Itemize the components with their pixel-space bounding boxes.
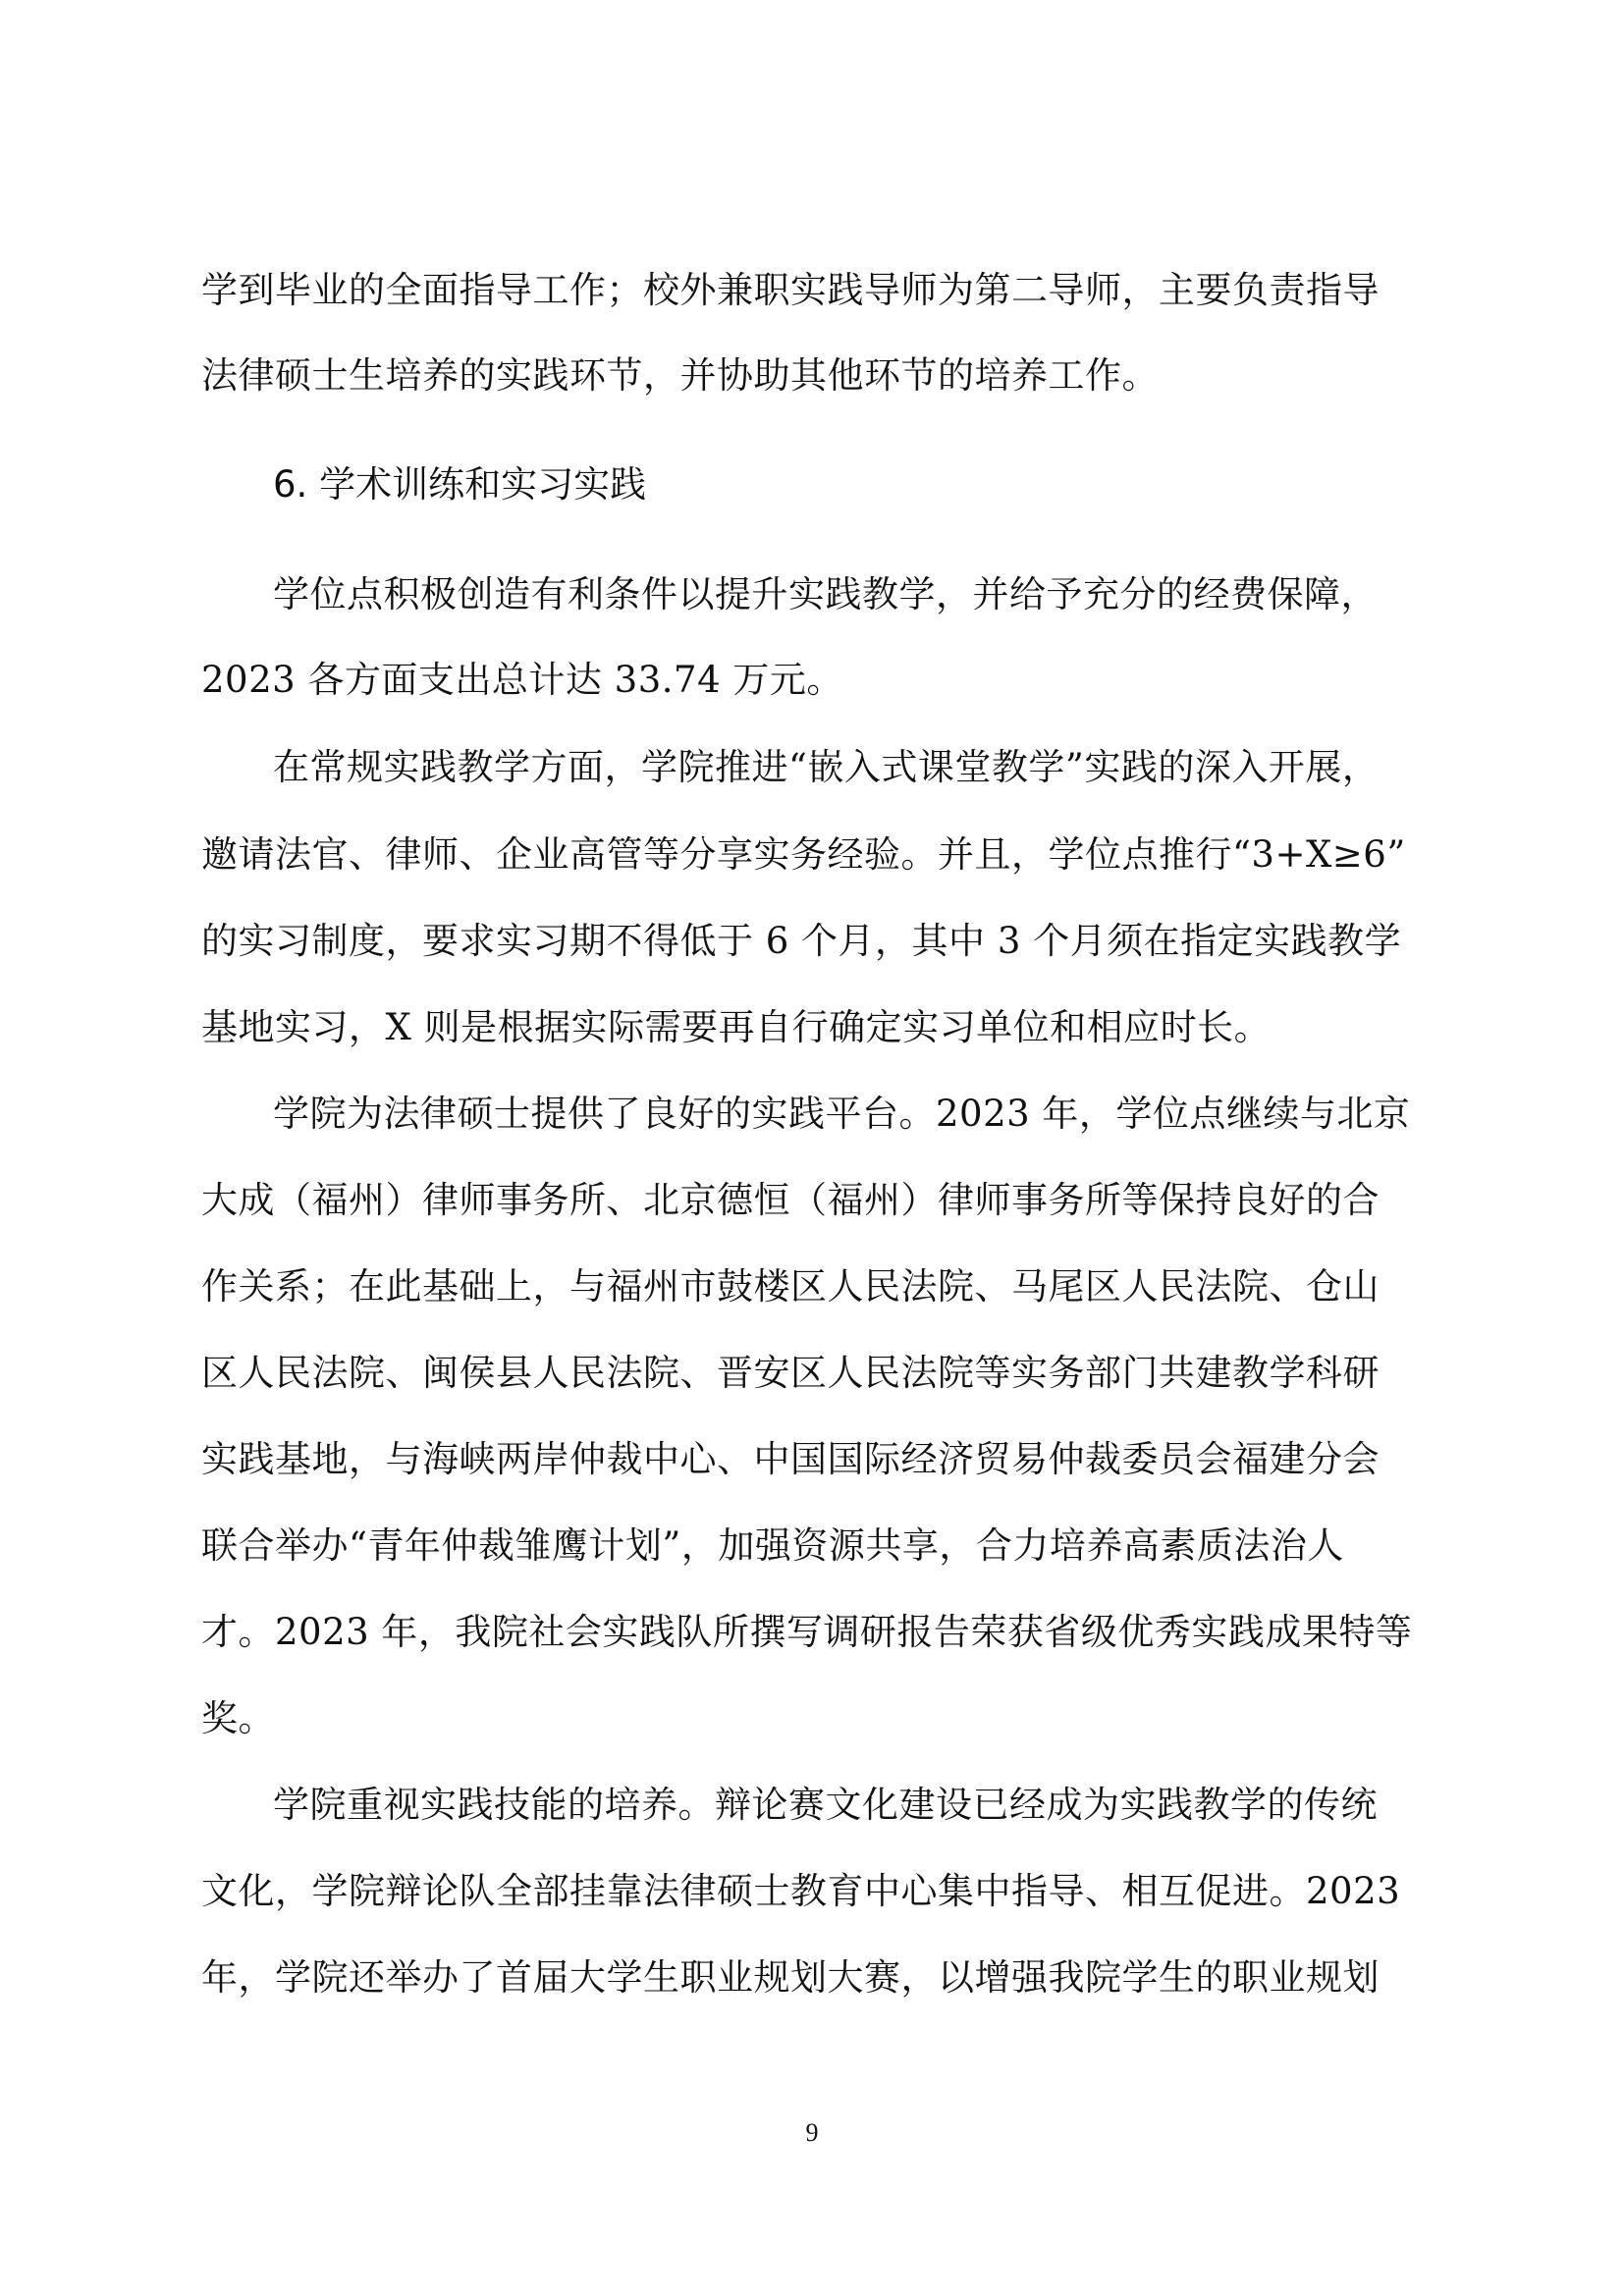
paragraph-line: 法律硕士生培养的实践环节，并协助其他环节的培养工作。 [201,354,1159,397]
paragraph-line: 才。2023 年，我院社会实践队所撰写调研报告荣获省级优秀实践成果特等 [201,1611,1413,1653]
page-number: 9 [805,2118,819,2147]
paragraph-line: 的实习制度，要求实习期不得低于 6 个月，其中 3 个月须在指定实践教学 [201,920,1402,962]
paragraph-line: 联合举办“青年仲裁雏鹰计划”，加强资源共享，合力培养高素质法治人 [201,1524,1344,1567]
paragraph-line: 在常规实践教学方面，学院推进“嵌入式课堂教学”实践的深入开展， [273,746,1380,788]
paragraph-line: 实践基地，与海峡两岸仲裁中心、中国国际经济贸易仲裁委员会福建分会 [201,1438,1380,1480]
paragraph-line: 区人民法院、闽侯县人民法院、晋安区人民法院等实务部门共建教学科研 [201,1352,1380,1394]
paragraph-line: 作关系；在此基础上，与福州市鼓楼区人民法院、马尾区人民法院、仓山 [201,1265,1380,1308]
paragraph-line: 文化，学院辩论队全部挂靠法律硕士教育中心集中指导、相互促进。2023 [201,1870,1401,1912]
paragraph-line: 学院重视实践技能的培养。辩论赛文化建设已经成为实践教学的传统 [273,1784,1378,1826]
section-heading: 6. 学术训练和实习实践 [273,463,647,506]
paragraph-line: 年，学院还举办了首届大学生职业规划大赛，以增强我院学生的职业规划 [201,1956,1380,1999]
paragraph-line: 2023 各方面支出总计达 33.74 万元。 [201,659,843,701]
paragraph-line: 基地实习，X 则是根据实际需要再自行确定实习单位和相应时长。 [201,1006,1272,1048]
paragraph-line: 学位点积极创造有利条件以提升实践教学，并给予充分的经费保障， [273,573,1378,615]
paragraph-line: 大成（福州）律师事务所、北京德恒（福州）律师事务所等保持良好的合 [201,1179,1380,1221]
paragraph-line: 学到毕业的全面指导工作；校外兼职实践导师为第二导师，主要负责指导 [201,269,1380,311]
paragraph-line: 奖。 [201,1697,275,1739]
paragraph-line: 学院为法律硕士提供了良好的实践平台。2023 年，学位点继续与北京 [273,1093,1411,1135]
paragraph-line: 邀请法官、律师、企业高管等分享实务经验。并且，学位点推行“3+X≥6” [201,833,1406,876]
